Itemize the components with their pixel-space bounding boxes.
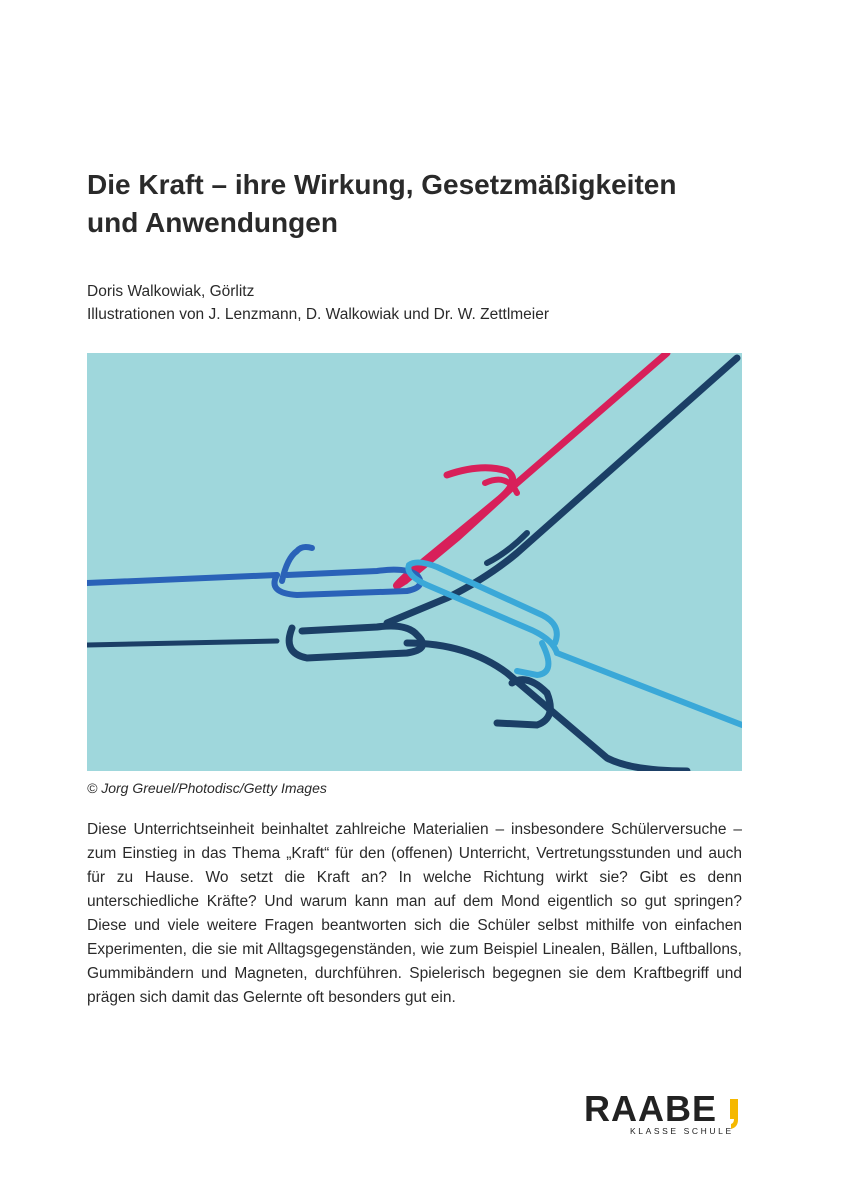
image-credit: © Jorg Greuel/Photodisc/Getty Images [87, 780, 327, 796]
cover-photo-rope-knots [87, 353, 742, 771]
document-title [87, 166, 767, 242]
title-line-2: und Anwendungen [87, 207, 338, 238]
title-line-1: Die Kraft – ihre Wirkung, Gesetzmäßigkeiten [87, 169, 677, 200]
rope-knots-illustration [87, 353, 742, 771]
logo-wordmark: RAABE [584, 1088, 718, 1129]
author-line: Doris Walkowiak, Görlitz [87, 283, 255, 300]
illustrations-credit: Illustrationen von J. Lenzmann, D. Walkowiak und Dr. W. Zettlmeier [87, 306, 550, 323]
logo-tagline: KLASSE SCHULE [630, 1126, 734, 1136]
raabe-logo [584, 1090, 749, 1140]
logo-comma-icon [729, 1096, 739, 1129]
intro-paragraph: Diese Unterrichtseinheit beinhaltet zahlreiche Materialien – insbesondere Schülerversuche – zum Einstieg in das Thema „Kraft“ für den (offenen) Unterricht, Vertretungsstunden und auch für zu Hause. Wo setzt die Kraft an? In welche Richtung wirkt sie? Gibt es denn unterschiedliche Kräfte? Und warum kann man auf dem Mond eigentlich so gut springen? Diese und viele weitere Fragen beantworten sich die Schüler selbst mithilfe von einfachen Experimenten, die sie mit Alltagsgegenständen, wie zum Beispiel Linealen, Bällen, Luftballons, Gummibändern und Magneten, durchführen. Spielerisch begegnen sie dem Kraftbegriff und prägen sich damit das Gelernte oft besonders gut ein. [87, 821, 742, 1006]
